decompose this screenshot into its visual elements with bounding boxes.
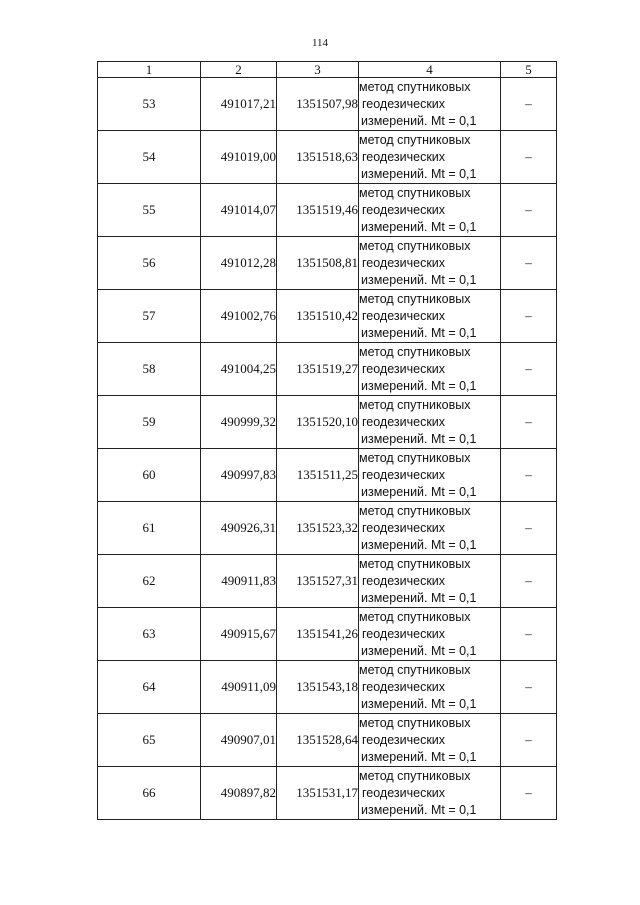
page-number: 114: [311, 37, 329, 49]
table-row: [98, 290, 557, 343]
note-cell: –: [501, 131, 557, 184]
point-number: 58: [98, 343, 201, 396]
method-line: геодезических: [362, 308, 446, 323]
header-col-2: 2: [201, 62, 277, 78]
method-cell: [359, 237, 501, 290]
note-cell: –: [501, 661, 557, 714]
method-line: метод спутниковых: [359, 397, 471, 412]
table-row: [98, 714, 557, 767]
method-line: измерений. Mt = 0,1: [361, 431, 477, 446]
table-header-row: [98, 62, 557, 78]
point-number: 63: [98, 608, 201, 661]
method-line: геодезических: [362, 96, 446, 111]
method-line: геодезических: [362, 414, 446, 429]
coordinate-x: 490997,83: [201, 449, 277, 502]
point-number: 59: [98, 396, 201, 449]
header-col-4: 4: [359, 62, 501, 78]
method-cell: [359, 502, 501, 555]
coordinate-y: 1351508,81: [277, 237, 359, 290]
method-line: метод спутниковых: [359, 132, 471, 147]
coordinate-y: 1351531,17: [277, 767, 359, 820]
method-line: измерений. Mt = 0,1: [361, 113, 477, 128]
coordinate-x: 490926,31: [201, 502, 277, 555]
method-line: геодезических: [362, 626, 446, 641]
method-line: измерений. Mt = 0,1: [361, 272, 477, 287]
method-line: измерений. Mt = 0,1: [361, 590, 477, 605]
table-row: [98, 502, 557, 555]
note-cell: –: [501, 184, 557, 237]
note-cell: –: [501, 290, 557, 343]
table-row: [98, 767, 557, 820]
method-line: метод спутниковых: [359, 291, 471, 306]
coordinate-x: 491014,07: [201, 184, 277, 237]
method-line: метод спутниковых: [359, 556, 471, 571]
method-line: геодезических: [362, 732, 446, 747]
method-cell: [359, 184, 501, 237]
method-cell: [359, 290, 501, 343]
point-number: 53: [98, 78, 201, 131]
table-row: [98, 661, 557, 714]
coordinate-x: 490911,83: [201, 555, 277, 608]
note-cell: –: [501, 396, 557, 449]
method-line: измерений. Mt = 0,1: [361, 166, 477, 181]
method-line: метод спутниковых: [359, 768, 471, 783]
point-number: 60: [98, 449, 201, 502]
method-line: измерений. Mt = 0,1: [361, 696, 477, 711]
method-line: метод спутниковых: [359, 344, 471, 359]
coordinate-y: 1351519,46: [277, 184, 359, 237]
method-cell: [359, 396, 501, 449]
method-line: метод спутниковых: [359, 79, 471, 94]
coordinate-x: 491019,00: [201, 131, 277, 184]
method-line: измерений. Mt = 0,1: [361, 802, 477, 817]
table-row: [98, 78, 557, 131]
header-col-5: 5: [501, 62, 557, 78]
coordinate-y: 1351519,27: [277, 343, 359, 396]
coordinate-y: 1351523,32: [277, 502, 359, 555]
method-cell: [359, 343, 501, 396]
point-number: 61: [98, 502, 201, 555]
note-cell: –: [501, 714, 557, 767]
coordinate-x: 490915,67: [201, 608, 277, 661]
method-line: геодезических: [362, 679, 446, 694]
table-row: [98, 449, 557, 502]
note-cell: –: [501, 608, 557, 661]
coordinate-x: 491004,25: [201, 343, 277, 396]
point-number: 62: [98, 555, 201, 608]
header-col-1: 1: [98, 62, 201, 78]
method-line: геодезических: [362, 573, 446, 588]
note-cell: –: [501, 502, 557, 555]
point-number: 66: [98, 767, 201, 820]
method-line: геодезических: [362, 467, 446, 482]
method-line: измерений. Mt = 0,1: [361, 749, 477, 764]
point-number: 65: [98, 714, 201, 767]
method-line: геодезических: [362, 149, 446, 164]
method-line: измерений. Mt = 0,1: [361, 537, 477, 552]
coordinate-y: 1351518,63: [277, 131, 359, 184]
method-cell: [359, 714, 501, 767]
method-cell: [359, 767, 501, 820]
method-line: измерений. Mt = 0,1: [361, 484, 477, 499]
coordinate-y: 1351541,26: [277, 608, 359, 661]
coordinate-x: 491002,76: [201, 290, 277, 343]
note-cell: –: [501, 78, 557, 131]
method-line: метод спутниковых: [359, 662, 471, 677]
header-col-3: 3: [277, 62, 359, 78]
method-cell: [359, 555, 501, 608]
method-line: геодезических: [362, 202, 446, 217]
method-cell: [359, 78, 501, 131]
method-line: геодезических: [362, 255, 446, 270]
method-line: геодезических: [362, 520, 446, 535]
method-line: измерений. Mt = 0,1: [361, 643, 477, 658]
table-row: [98, 555, 557, 608]
table-row: [98, 237, 557, 290]
coordinate-y: 1351543,18: [277, 661, 359, 714]
coordinate-x: 491017,21: [201, 78, 277, 131]
method-cell: [359, 131, 501, 184]
table-row: [98, 131, 557, 184]
method-cell: [359, 661, 501, 714]
coordinate-x: 490911,09: [201, 661, 277, 714]
point-number: 64: [98, 661, 201, 714]
method-line: метод спутниковых: [359, 238, 471, 253]
method-line: измерений. Mt = 0,1: [361, 378, 477, 393]
point-number: 57: [98, 290, 201, 343]
method-line: метод спутниковых: [359, 185, 471, 200]
method-cell: [359, 608, 501, 661]
coordinate-x: 491012,28: [201, 237, 277, 290]
point-number: 56: [98, 237, 201, 290]
table-row: [98, 343, 557, 396]
coordinate-y: 1351520,10: [277, 396, 359, 449]
table-body: [98, 78, 557, 820]
method-line: геодезических: [362, 361, 446, 376]
coordinate-y: 1351507,98: [277, 78, 359, 131]
coordinate-x: 490907,01: [201, 714, 277, 767]
coordinate-y: 1351527,31: [277, 555, 359, 608]
note-cell: –: [501, 767, 557, 820]
method-line: метод спутниковых: [359, 609, 471, 624]
method-line: измерений. Mt = 0,1: [361, 325, 477, 340]
method-cell: [359, 449, 501, 502]
table-row: [98, 608, 557, 661]
coordinate-y: 1351510,42: [277, 290, 359, 343]
coordinate-x: 490999,32: [201, 396, 277, 449]
note-cell: –: [501, 343, 557, 396]
coordinate-y: 1351511,25: [277, 449, 359, 502]
coordinate-x: 490897,82: [201, 767, 277, 820]
coordinates-table: [97, 61, 557, 820]
note-cell: –: [501, 237, 557, 290]
method-line: геодезических: [362, 785, 446, 800]
method-line: метод спутниковых: [359, 503, 471, 518]
point-number: 54: [98, 131, 201, 184]
table-row: [98, 396, 557, 449]
point-number: 55: [98, 184, 201, 237]
note-cell: –: [501, 555, 557, 608]
table-row: [98, 184, 557, 237]
method-line: измерений. Mt = 0,1: [361, 219, 477, 234]
method-line: метод спутниковых: [359, 715, 471, 730]
note-cell: –: [501, 449, 557, 502]
method-line: метод спутниковых: [359, 450, 471, 465]
coordinate-y: 1351528,64: [277, 714, 359, 767]
